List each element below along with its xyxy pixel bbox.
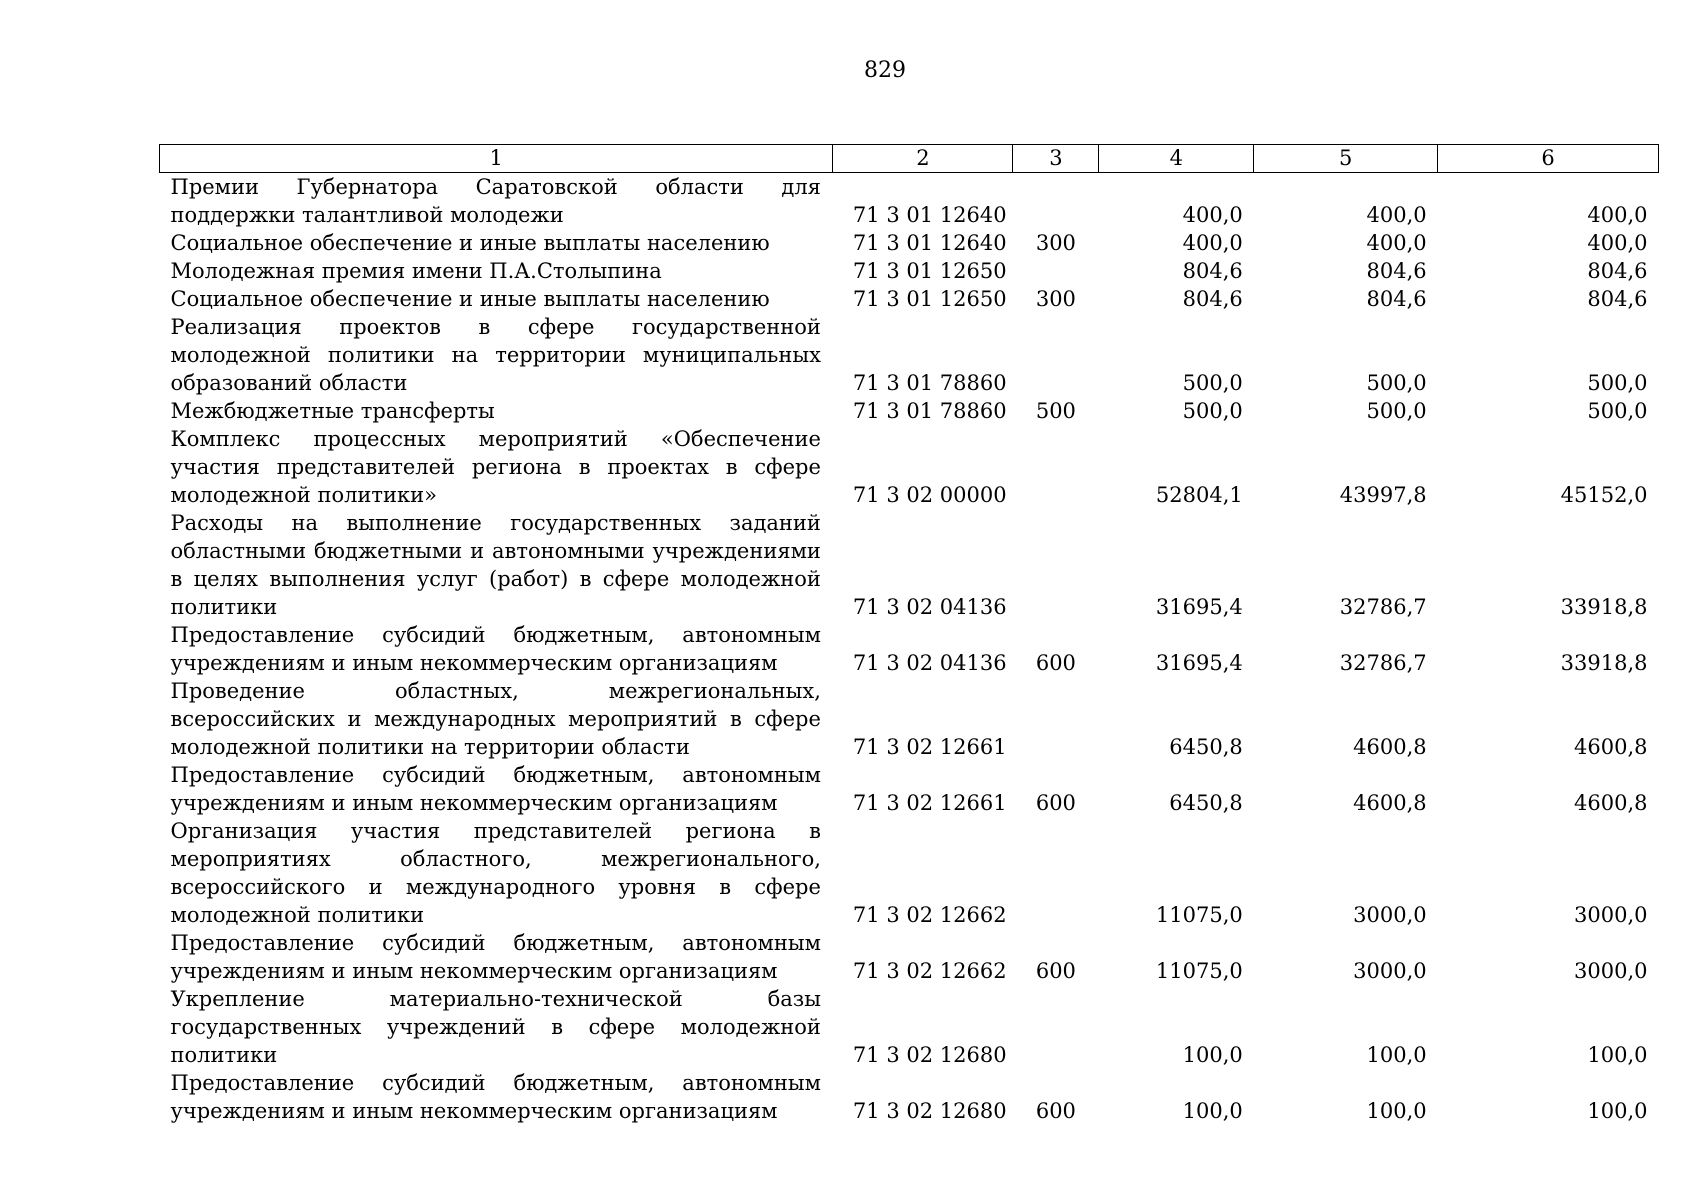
row-value-col4: 11075,0 [1155,903,1243,927]
row-name: Предоставление субсидий бюджетным, автономным учреждениям и иным некоммерческим организациям [170,623,821,675]
row-value-col4: 100,0 [1182,1043,1243,1067]
row-name: Предоставление субсидий бюджетным, автономным учреждениям и иным некоммерческим организациям [170,1071,821,1123]
row-code: 71 3 01 12640 [852,203,1007,227]
row-name: Молодежная премия имени П.А.Столыпина [170,259,662,283]
row-value-col6: 3000,0 [1574,959,1648,983]
row-code: 71 3 02 12662 [852,903,1007,927]
table-row [160,509,1659,621]
row-value-col4: 31695,4 [1155,595,1243,619]
row-name: Проведение областных, межрегиональных, всероссийских и международных мероприятий в сфере молодежной политики на территории области [170,679,821,759]
row-expense-type: 600 [1035,1099,1076,1123]
row-value-col6: 100,0 [1587,1099,1648,1123]
row-value-col5: 100,0 [1366,1099,1427,1123]
row-value-col4: 100,0 [1182,1099,1243,1123]
row-name: Расходы на выполнение государственных заданий областными бюджетными и автономными учреждениями в целях выполнения услуг (работ) в сфере молодежной политики [170,511,821,619]
row-code: 71 3 02 12661 [852,791,1007,815]
row-value-col5: 500,0 [1366,399,1427,423]
column-header-3: 3 [1013,145,1099,173]
row-value-col4: 6450,8 [1169,791,1243,815]
row-expense-type [1013,677,1099,761]
row-value-col5: 4600,8 [1353,791,1427,815]
table-row [160,425,1659,509]
row-value-col4: 400,0 [1182,231,1243,255]
row-value-col5: 400,0 [1366,231,1427,255]
row-expense-type [1013,985,1099,1069]
row-code: 71 3 02 04136 [852,595,1007,619]
row-value-col4: 500,0 [1182,371,1243,395]
row-value-col6: 45152,0 [1560,483,1648,507]
row-expense-type: 600 [1035,651,1076,675]
row-name: Межбюджетные трансферты [170,399,495,423]
row-name: Социальное обеспечение и иные выплаты населению [170,287,770,311]
table-row [160,929,1659,985]
row-expense-type [1013,313,1099,397]
table-body [160,173,1659,1126]
table-row [160,817,1659,929]
row-expense-type [1013,425,1099,509]
table-row [160,257,1659,285]
row-value-col6: 33918,8 [1560,651,1648,675]
row-code: 71 3 01 12640 [852,231,1007,255]
row-value-col6: 3000,0 [1574,903,1648,927]
column-header-4: 4 [1099,145,1254,173]
row-value-col4: 804,6 [1182,287,1243,311]
row-value-col5: 500,0 [1366,371,1427,395]
row-name: Премии Губернатора Саратовской области для поддержки талантливой молодежи [170,175,821,227]
row-value-col6: 33918,8 [1560,595,1648,619]
row-value-col5: 804,6 [1366,259,1427,283]
row-name: Предоставление субсидий бюджетным, автономным учреждениям и иным некоммерческим организациям [170,763,821,815]
row-expense-type [1013,173,1099,230]
row-expense-type: 600 [1035,959,1076,983]
row-code: 71 3 02 04136 [852,651,1007,675]
table-row [160,285,1659,313]
row-code: 71 3 02 00000 [852,483,1007,507]
row-value-col4: 804,6 [1182,259,1243,283]
row-value-col6: 4600,8 [1574,791,1648,815]
column-header-2: 2 [833,145,1013,173]
row-value-col6: 500,0 [1587,371,1648,395]
budget-table [159,144,1659,1125]
row-value-col4: 31695,4 [1155,651,1243,675]
table-row [160,229,1659,257]
row-expense-type [1013,257,1099,285]
row-value-col6: 400,0 [1587,231,1648,255]
row-name: Организация участия представителей региона в мероприятиях областного, межрегионального, всероссийского и международного уровня в сфере молодежной политики [170,819,821,927]
row-value-col4: 400,0 [1182,203,1243,227]
column-header-5: 5 [1254,145,1438,173]
row-value-col6: 100,0 [1587,1043,1648,1067]
row-value-col5: 3000,0 [1353,903,1427,927]
row-expense-type: 500 [1035,399,1076,423]
row-name: Предоставление субсидий бюджетным, автономным учреждениям и иным некоммерческим организациям [170,931,821,983]
row-value-col5: 400,0 [1366,203,1427,227]
row-expense-type [1013,817,1099,929]
table-row [160,621,1659,677]
row-code: 71 3 02 12680 [852,1099,1007,1123]
row-expense-type: 300 [1035,231,1076,255]
row-code: 71 3 01 12650 [852,259,1007,283]
row-value-col5: 32786,7 [1339,651,1427,675]
row-name: Укрепление материально-технической базы государственных учреждений в сфере молодежной политики [170,987,821,1067]
row-value-col6: 804,6 [1587,259,1648,283]
row-code: 71 3 01 78860 [852,371,1007,395]
row-value-col5: 43997,8 [1339,483,1427,507]
row-value-col5: 32786,7 [1339,595,1427,619]
row-value-col5: 3000,0 [1353,959,1427,983]
row-code: 71 3 02 12662 [852,959,1007,983]
table-row [160,313,1659,397]
row-value-col4: 11075,0 [1155,959,1243,983]
table-row [160,1069,1659,1125]
row-value-col4: 52804,1 [1155,483,1243,507]
table-header [160,145,1659,173]
table-row [160,397,1659,425]
row-code: 71 3 02 12661 [852,735,1007,759]
row-value-col5: 804,6 [1366,287,1427,311]
row-value-col6: 400,0 [1587,203,1648,227]
column-header-1: 1 [160,145,833,173]
table-row [160,173,1659,230]
row-name: Комплекс процессных мероприятий «Обеспечение участия представителей региона в проектах в сфере молодежной политики» [170,427,821,507]
row-value-col6: 500,0 [1587,399,1648,423]
row-code: 71 3 01 78860 [852,399,1007,423]
row-value-col6: 4600,8 [1574,735,1648,759]
row-expense-type: 300 [1035,287,1076,311]
table-row [160,677,1659,761]
row-code: 71 3 01 12650 [852,287,1007,311]
row-expense-type [1013,509,1099,621]
row-value-col4: 6450,8 [1169,735,1243,759]
row-value-col5: 4600,8 [1353,735,1427,759]
table-row [160,761,1659,817]
row-value-col4: 500,0 [1182,399,1243,423]
row-code: 71 3 02 12680 [852,1043,1007,1067]
row-name: Социальное обеспечение и иные выплаты населению [170,231,770,255]
table-row [160,985,1659,1069]
row-value-col6: 804,6 [1587,287,1648,311]
page-number: 829 [864,58,906,83]
row-name: Реализация проектов в сфере государственной молодежной политики на территории муниципальных образований области [170,315,821,395]
row-value-col5: 100,0 [1366,1043,1427,1067]
row-expense-type: 600 [1035,791,1076,815]
column-header-6: 6 [1438,145,1659,173]
